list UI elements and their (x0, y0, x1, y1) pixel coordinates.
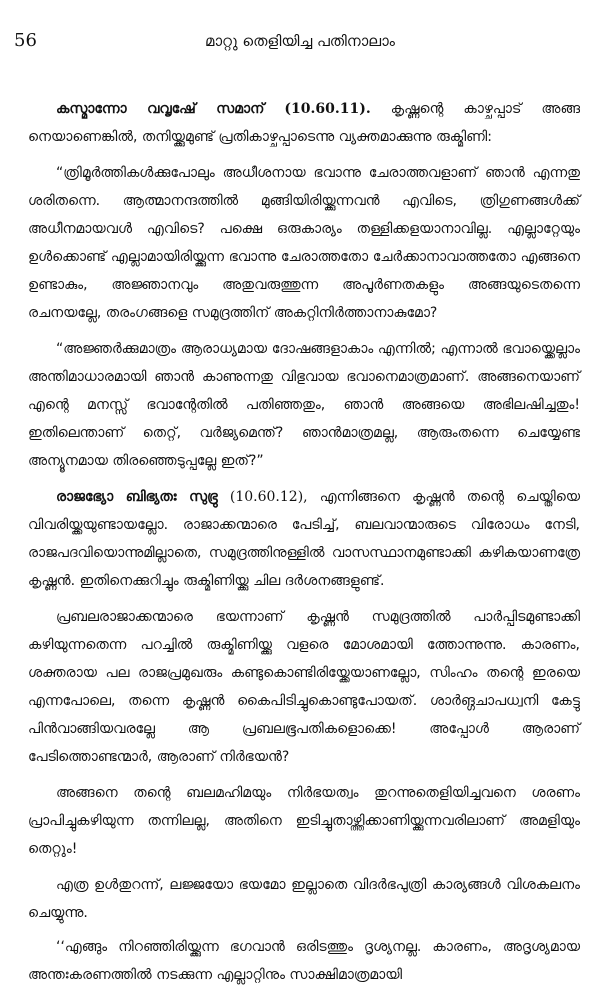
paragraph-7 (28, 871, 580, 927)
paragraph-text: കൃഷ്ണന്റെ കാഴ്ചപ്പാട് അങ്ങ നെയാണെങ്കിൽ, തനിയ്ക്കുമുണ്ട് പ്രതികാഴ്ചപ്പാടെന്നു വ്യക്തമാക്കുന്നു രുക്മിണി: (28, 101, 580, 145)
paragraph-text: എന്നിങ്ങനെ കൃഷ്ണൻ തന്റെ ചെയ്തിയെ വിവരിയ്ക്കയുണ്ടായല്ലോ. രാജാക്കന്മാരെ പേടിച്ച്, ബലവാന്മാരുടെ വിരോധം നേടി, രാജപദവിയൊന്നുമില്ലാതെ, സമുദ്രത്തിനുള്ളിൽ വാസസ്ഥാനമുണ്ടാക്കി കഴികയാണത്രേ കൃഷ്ണൻ. ഇതിനെക്കുറിച്ചും രുക്മിണിയ്ക്കു ചില ദർശനങ്ങളുണ്ട്. (28, 489, 580, 589)
running-title: മാറ്റു തെളിയിച്ച പതിനാലാം (205, 32, 395, 50)
page-header (0, 30, 600, 60)
page-number: 56 (14, 30, 37, 51)
verse-reference: (10.60.11). (284, 101, 371, 117)
paragraph-8 (28, 933, 580, 989)
verse-reference: (10.60.12), (229, 489, 308, 505)
paragraph-4 (28, 483, 580, 595)
paragraph-text: അങ്ങനെ തന്റെ ബലമഹിമയും നിർഭയത്വം തുറന്നുതെളിയിച്ചവനെ ശരണം പ്രാപിച്ചുകഴിയുന്ന തന്നിലല്ല, അതിനെ ഇടിച്ചുതാഴ്ത്തിക്കാണിയ്ക്കുന്നവരിലാണ് അമളിയും തെറ്റും! (28, 785, 580, 857)
paragraph-text: പ്രബലരാജാക്കന്മാരെ ഭയന്നാണ് കൃഷ്ണൻ സമുദ്രത്തിൽ പാർപ്പിടമുണ്ടാക്കി കഴിയുന്നതെന്ന പറച്ചിൽ രുക്മിണിയ്ക്കു വളരെ മോശമായി ത്തോന്നുന്നു. കാരണം, ശക്തരായ പല രാജപ്രമുഖരും കണ്ടുകൊണ്ടിരിയ്ക്കേയാണല്ലോ, സിംഹം തന്റെ ഇരയെ എന്നപോലെ, തന്നെ കൃഷ്ണൻ കൈപിടിച്ചുകൊണ്ടുപോയത്. ശാർങ്ഗചാപധ്വനി കേട്ടു പിൻവാങ്ങിയവരല്ലേ ആ പ്രബലഭൂപതികളൊക്കെ! അപ്പോൾ ആരാണ് പേടിത്തൊണ്ടന്മാർ, ആരാണ് നിർഭയൻ? (28, 609, 580, 765)
paragraph-2 (28, 159, 580, 327)
paragraph-3 (28, 335, 580, 475)
paragraph-text: “ത്രിമൂർത്തികൾക്കുപോലും അധീശനായ ഭവാന്നു ചേരാത്തവളാണ് ഞാൻ എന്നതു ശരിതന്നെ. ആത്മാനന്ദത്തിൽ മുങ്ങിയിരിയ്ക്കുന്നവൻ എവിടെ, ത്രിഗുണങ്ങൾക്ക് അധീനമായവൾ എവിടെ? പക്ഷെ ഒരുകാര്യം തള്ളിക്കളയാനാവില്ല. എല്ലാറ്റേയും ഉൾക്കൊണ്ട് എല്ലാമായിരിയ്ക്കുന്ന ഭവാന്നു ചേരാത്തതോ ചേർക്കാനാവാത്തതോ എങ്ങനെ ഉണ്ടാകും, അജ്ഞാനവും അതുവരുത്തുന്ന അപൂർണതകളും അങ്ങയുടെതന്നെ രചനയല്ലേ, തരംഗങ്ങളെ സമുദ്രത്തിന് അകറ്റിനിർത്താനാകുമോ? (28, 165, 580, 321)
paragraph-1 (28, 95, 580, 151)
paragraph-6 (28, 779, 580, 863)
sanskrit-quote: കസ്മാന്നോ വവൃഷേ് സമാന് (56, 101, 265, 117)
paragraph-text: എത്ര ഉൾതുറന്ന്, ലജ്ജയോ ഭയമോ ഇല്ലാതെ വിദർഭപുത്രി കാര്യങ്ങൾ വിശകലനം ചെയ്യുന്നു. (28, 877, 580, 921)
paragraph-text: ‘‘എങ്ങും നിറഞ്ഞിരിയ്ക്കുന്ന ഭഗവാൻ ഒരിടത്തും ദൃശ്യനല്ല. കാരണം, അദൃശ്യമായ അന്തഃകരണത്തിൽ നടക്കുന്ന എല്ലാറ്റിനും സാക്ഷിമാത്രമായി (28, 939, 580, 983)
body-text (28, 95, 580, 997)
paragraph-5 (28, 603, 580, 771)
paragraph-text: “അജ്ഞർക്കുമാത്രം ആരാധ്യമായ ദോഷങ്ങളാകാം എന്നിൽ; എന്നാൽ ഭവായ്ക്കെല്ലാം അന്തിമാധാരമായി ഞാൻ കാണുന്നതു വിഭുവായ ഭവാനെമാത്രമാണ്. അങ്ങനെയാണ് എന്റെ മനസ്സ് ഭവാന്റേതിൽ പതിഞ്ഞതും, ഞാൻ അങ്ങയെ അഭിലഷിച്ചതും! ഇതിലെന്താണ് തെറ്റ്, വർജ്യമെന്ത്? ഞാൻമാത്രമല്ല, ആരുംതന്നെ ചെയ്യേണ്ട അന്യൂനമായ തിരഞ്ഞെടുപ്പല്ലേ ഇത്?” (28, 341, 580, 469)
sanskrit-quote: രാജഭ്യോ ബിഭ്യതഃ സുഭ്രു (56, 489, 218, 505)
